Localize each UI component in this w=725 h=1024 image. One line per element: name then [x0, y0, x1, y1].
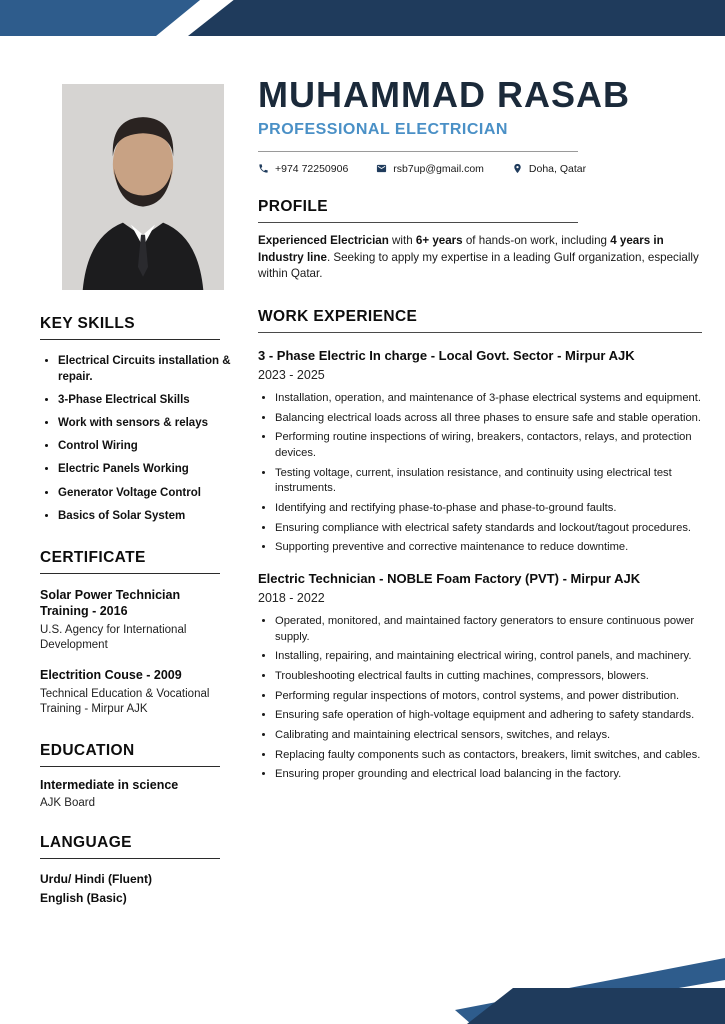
language-list	[40, 870, 232, 907]
profile-photo-placeholder	[62, 84, 224, 290]
certificate-heading: CERTIFICATE	[40, 549, 220, 574]
job-bullet: • Balancing electrical loads across all three phases to ensure safe and stable operation.	[275, 411, 702, 427]
certificate-org: Technical Education & Vocational Training - Mirpur AJK	[40, 687, 210, 716]
job-bullet: • Calibrating and maintaining electrical sensors, switches, and relays.	[275, 728, 702, 744]
job-bullet: • Installing, repairing, and maintaining electrical wiring, control panels, and machinery.	[275, 649, 702, 665]
header-divider	[258, 151, 578, 152]
job-bullet: • Installation, operation, and maintenance of 3-phase electrical systems and equipment.	[275, 391, 702, 407]
professional-title: PROFESSIONAL ELECTRICIAN	[258, 120, 508, 138]
phone-icon	[258, 163, 269, 174]
language-section	[40, 834, 232, 907]
email-icon	[376, 163, 387, 174]
certificate-org: U.S. Agency for International Development	[40, 624, 187, 652]
job-bullet: • Identifying and rectifying phase-to-phase and phase-to-ground faults.	[275, 501, 702, 517]
skill-item: • Electrical Circuits installation & repair.	[58, 353, 232, 385]
location-text: Doha, Qatar	[528, 162, 587, 175]
job-bullet-list	[258, 614, 702, 783]
main-column	[258, 76, 702, 787]
certificate-title: Solar Power Technician Training - 2016	[40, 587, 181, 618]
language-heading: LANGUAGE	[40, 834, 220, 859]
job-title: Electric Technician - NOBLE Foam Factory (PVT) - Mirpur AJK	[258, 571, 641, 587]
job-bullet: • Supporting preventive and corrective maintenance to reduce downtime.	[275, 540, 702, 556]
sidebar	[40, 84, 232, 907]
job-entry	[258, 348, 702, 556]
job-title: 3 - Phase Electric In charge - Local Govt. Sector - Mirpur AJK	[258, 348, 635, 364]
job-bullet: • Ensuring safe operation of high-voltage equipment and adhering to safety standards.	[275, 708, 702, 724]
job-bullet: • Troubleshooting electrical faults in cutting machines, compressors, blowers.	[275, 669, 702, 685]
key-skills-section	[40, 315, 232, 524]
phone-number: +974 72250906	[275, 162, 349, 175]
certificate-item	[40, 667, 232, 718]
language-item: Urdu/ Hindi (Fluent)	[40, 872, 152, 887]
candidate-name: MUHAMMAD RASAB	[258, 74, 630, 115]
education-heading: EDUCATION	[40, 742, 220, 767]
job-dates: 2023 - 2025	[258, 368, 325, 383]
bottom-right-decoration	[455, 944, 725, 1024]
profile-photo	[62, 84, 224, 290]
job-bullet: • Testing voltage, current, insulation resistance, and continuity using electrical test instruments.	[275, 466, 702, 497]
work-experience-section	[258, 308, 702, 783]
job-dates: 2018 - 2022	[258, 591, 325, 606]
skill-item: • Generator Voltage Control	[58, 485, 232, 501]
education-degree: Intermediate in science	[40, 778, 179, 793]
education-section	[40, 742, 232, 809]
location-contact	[512, 163, 586, 175]
key-skills-list	[40, 353, 232, 524]
top-left-accent-band	[0, 0, 200, 36]
email-contact	[376, 163, 484, 175]
top-right-navy-band	[188, 0, 725, 36]
job-entry	[258, 571, 702, 783]
job-bullet: • Ensuring compliance with electrical safety standards and lockout/tagout procedures.	[275, 521, 702, 537]
certificate-item	[40, 587, 232, 654]
skill-item: • 3-Phase Electrical Skills	[58, 392, 232, 408]
certificate-title: Electrition Couse - 2009	[40, 667, 182, 682]
job-bullet: • Performing routine inspections of wiring, breakers, contactors, relays, and protection devices.	[275, 430, 702, 461]
profile-section	[258, 198, 702, 283]
skill-item: • Control Wiring	[58, 438, 232, 454]
job-bullet: • Performing regular inspections of motors, control systems, and power distribution.	[275, 689, 702, 705]
job-bullet: • Replacing faulty components such as contactors, breakers, limit switches, and cables.	[275, 748, 702, 764]
phone-contact	[258, 163, 348, 175]
job-bullet: • Operated, monitored, and maintained factory generators to ensure continuous power supply.	[275, 614, 702, 645]
certificate-section	[40, 549, 232, 717]
education-board: AJK Board	[40, 797, 95, 810]
profile-heading: PROFILE	[258, 198, 578, 223]
location-pin-icon	[512, 163, 523, 174]
skill-item: • Electric Panels Working	[58, 461, 232, 477]
work-experience-heading: WORK EXPERIENCE	[258, 308, 702, 333]
key-skills-heading: KEY SKILLS	[40, 315, 220, 340]
skill-item: • Work with sensors & relays	[58, 415, 232, 431]
contact-row	[258, 163, 702, 175]
language-item: English (Basic)	[40, 890, 127, 905]
profile-summary: Experienced Electrician with 6+ years of hands-on work, including 4 years in Industry line. Seeking to apply my expertise in a leading Gulf organization, especially within Qatar.	[258, 233, 699, 281]
job-bullet: • Ensuring proper grounding and electrical load balancing in the factory.	[275, 767, 702, 783]
email-address: rsb7up@gmail.com	[393, 162, 484, 175]
skill-item: • Basics of Solar System	[58, 508, 232, 524]
job-bullet-list	[258, 391, 702, 556]
